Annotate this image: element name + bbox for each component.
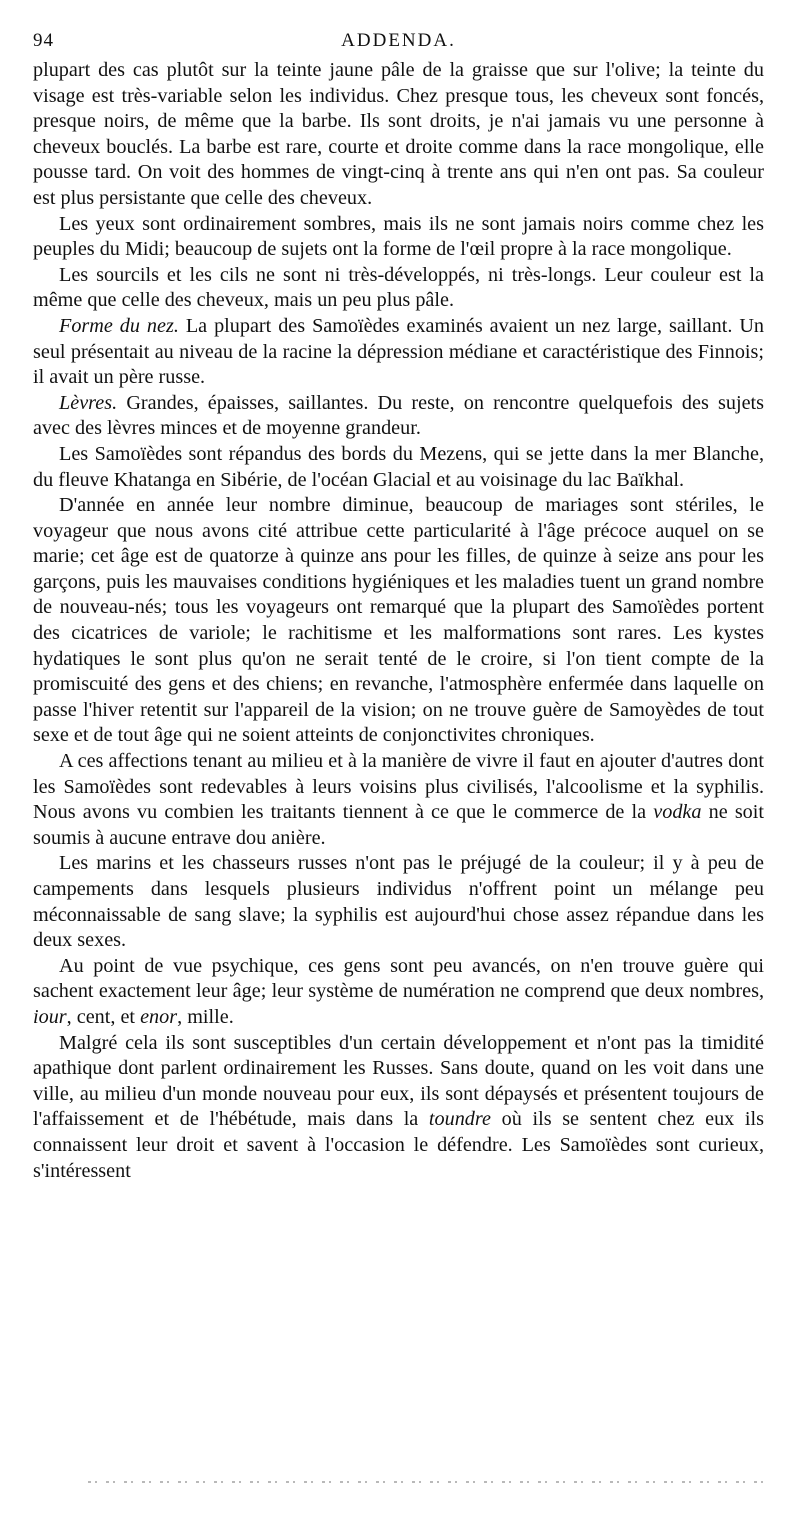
paragraph — [33, 314, 764, 391]
page-number: 94 — [33, 30, 54, 51]
italic-term: iour — [33, 1005, 67, 1028]
italic-term: enor — [140, 1005, 178, 1028]
page-header — [33, 28, 764, 58]
paragraph — [33, 851, 764, 953]
paragraph-text: Grandes, épaisses, saillantes. Du reste, on rencontre quelquefois des sujets avec des lèvres minces et de moyenne grandeur. — [33, 391, 764, 440]
paragraph-text: plupart des cas plutôt sur la teinte jaune pâle de la graisse que sur l'olive; la teinte du visage est très-variable selon les individus. Chez presque tous, les cheveux sont foncés, presque noirs, de même que la barbe. Ils sont droits, je n'ai jamais vu une personne à cheveux bouclés. La barbe est rare, courte et droite comme dans la race mongolique, elle pousse tard. On voit des hommes de vingt-cinq à trente ans qui n'en ont pas. Sa couleur est plus persistante que celle des cheveux. — [33, 59, 764, 209]
paragraph — [33, 263, 764, 314]
paragraph — [33, 749, 764, 851]
italic-term: Forme du nez. — [59, 314, 179, 337]
paragraph-text: Les yeux sont ordinairement sombres, mais ils ne sont jamais noirs comme chez les peuples du Midi; beaucoup de sujets ont la forme de l'œil propre à la race mongolique. — [33, 212, 764, 261]
paragraph-text: où ils se sentent chez eux ils connaissent leur droit et savent à l'occasion le défendre. Les Samoïèdes sont curieux, s'intéressent — [33, 1108, 764, 1182]
document-page — [33, 28, 764, 1184]
paragraph-text: D'année en année leur nombre diminue, beaucoup de mariages sont stériles, le voyageur que nous avons cité attribue cette particularité à l'âge précoce auquel on se marie; cet âge est de quatorze à quinze ans pour les filles, de quinze à seize ans pour les garçons, puis les mauvaises conditions hygiéniques et les maladies tuent un grand nombre de nouveau-nés; tous les voyageurs ont remarqué que la plupart des Samoïèdes portent des cicatrices de variole; le rachitisme et les malformations sont rares. Les kystes hydatiques le sont plus qu'on ne serait tenté de le croire, si l'on tient compte de la promiscuité des gens et des chiens; en revanche, l'atmosphère enfermée dans laquelle on passe l'hiver retentit sur l'appareil de la vision; on ne trouve guère de Samoyèdes de tout sexe et de tout âge qui ne soient atteints de conjonctivites chroniques. — [33, 494, 764, 747]
paragraph — [33, 442, 764, 493]
paragraph-text: Au point de vue psychique, ces gens sont peu avancés, on n'en trouve guère qui sachent exactement leur âge; leur système de numération ne comprend que deux nombres, — [33, 954, 764, 1003]
paragraph-text: A ces affections tenant au milieu et à la manière de vivre il faut en ajouter d'autres dont les Samoïèdes sont redevables à leurs voisins plus civilisés, l'alcoolisme et la syphilis. Nous avons vu combien les traitants tiennent à ce que le commerce de la — [33, 750, 764, 824]
paragraph — [33, 391, 764, 442]
running-head: ADDENDA. — [341, 30, 456, 51]
paragraph-text: , cent, et — [66, 1005, 141, 1028]
italic-term: toundre — [428, 1108, 491, 1131]
paragraph-text: Les marins et les chasseurs russes n'ont pas le préjugé de la couleur; il y à peu de campements dans lesquels plusieurs individus n'offrent point un mélange peu méconnaissable de sang slave; la syphilis est aujourd'hui chose assez répandue dans les deux sexes. — [33, 852, 764, 952]
paragraph — [33, 212, 764, 263]
paragraph — [33, 493, 764, 749]
paragraph-text: La plupart des Samoïèdes examinés avaient un nez large, saillant. Un seul présentait au niveau de la racine la dépression médiane et caractéristique des Finnois; il avait un père russe. — [33, 314, 764, 389]
italic-term: vodka — [653, 801, 702, 824]
paragraph — [33, 58, 764, 212]
paragraph-text: Les Samoïèdes sont répandus des bords du Mezens, qui se jette dans la mer Blanche, du fleuve Khatanga en Sibérie, de l'océan Glacial et au voisinage du lac Baïkhal. — [33, 442, 764, 491]
body-text — [33, 58, 764, 1184]
paragraph-text: Les sourcils et les cils ne sont ni très-développés, ni très-longs. Leur couleur est la même que celle des cheveux, mais un peu plus pâle. — [33, 263, 764, 312]
paragraph — [33, 954, 764, 1031]
paragraph — [33, 1031, 764, 1185]
paragraph-text: ne soit soumis à aucune entrave dou anière. — [33, 801, 764, 849]
bleed-through-line — [88, 1481, 768, 1483]
paragraph-text: , mille. — [177, 1005, 234, 1028]
paragraph-text: Malgré cela ils sont susceptibles d'un certain développement et n'ont pas la timidité apathique dont parlent ordinairement les Russes. Sans doute, quand on les voit dans une ville, au milieu d'un monde nouveau pour eux, ils sont dépaysés et présentent toujours de l'affaissement et de l'hébétude, mais dans la — [33, 1031, 764, 1131]
italic-term: Lèvres. — [59, 391, 118, 414]
